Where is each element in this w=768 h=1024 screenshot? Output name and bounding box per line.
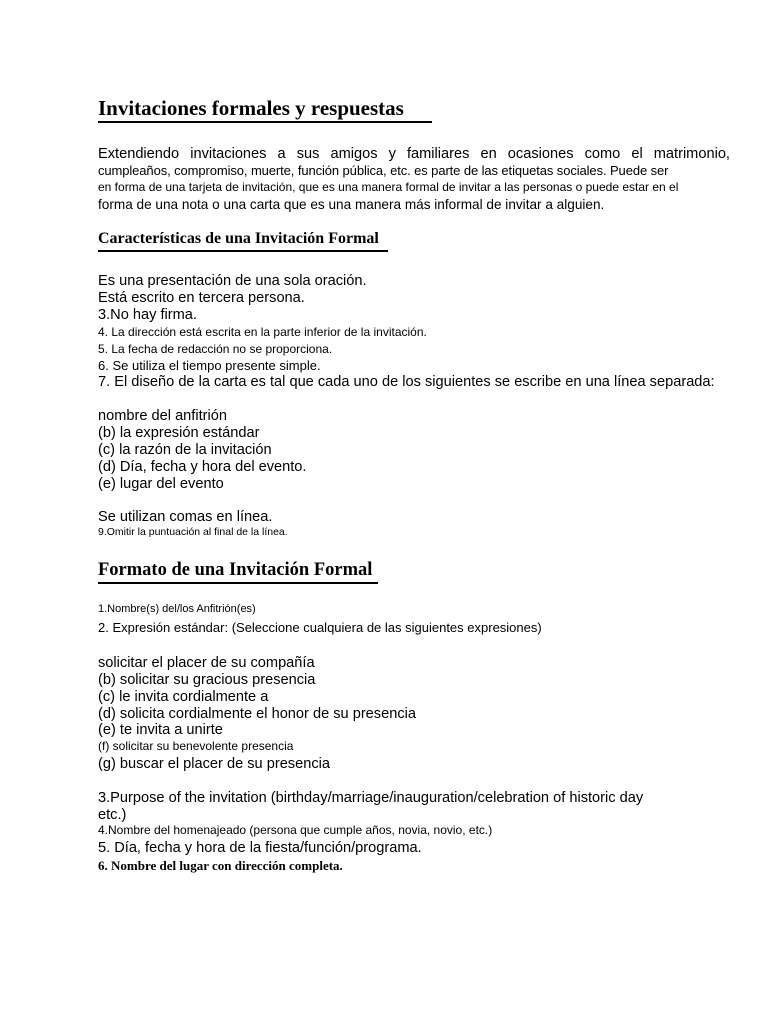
intro-line-4: forma de una nota o una carta que es una manera más informal de invitar a alguien.	[98, 197, 605, 212]
layout-list-item: nombre del anfitrión	[98, 408, 227, 424]
format-heading: Formato de una Invitación Formal	[98, 560, 373, 580]
characteristic-item: 3.No hay firma.	[98, 307, 197, 323]
expression-item: (b) solicitar su gracious presencia	[98, 672, 316, 688]
characteristics-heading: Características de una Invitación Formal	[98, 230, 379, 247]
format-step: 2. Expresión estándar: (Seleccione cualquiera de las siguientes expresiones)	[98, 620, 542, 635]
expression-item: (d) solicita cordialmente el honor de su presencia	[98, 706, 416, 722]
characteristics-underline	[98, 250, 388, 252]
characteristic-item: 4. La dirección está escrita en la parte inferior de la invitación.	[98, 325, 427, 339]
format-step-venue: 6. Nombre del lugar con dirección completa.	[98, 858, 343, 873]
layout-list-item: (e) lugar del evento	[98, 476, 224, 492]
format-underline	[98, 582, 378, 584]
characteristic-item: Está escrito en tercera persona.	[98, 290, 305, 306]
expression-item: solicitar el placer de su compañía	[98, 655, 315, 671]
expression-item: (f) solicitar su benevolente presencia	[98, 739, 294, 753]
page-title: Invitaciones formales y respuestas	[98, 96, 404, 120]
intro-line-2: cumpleaños, compromiso, muerte, función pública, etc. es parte de las etiquetas sociales. Puede ser	[98, 163, 669, 178]
characteristic-after: Se utilizan comas en línea.	[98, 509, 273, 525]
expression-item: (e) te invita a unirte	[98, 722, 223, 738]
characteristic-item: Es una presentación de una sola oración.	[98, 273, 367, 289]
title-underline	[98, 121, 432, 123]
format-step-purpose: 3.Purpose of the invitation (birthday/marriage/inauguration/celebration of historic day	[98, 790, 644, 806]
expression-item: (g) buscar el placer de su presencia	[98, 756, 330, 772]
intro-line-3: en forma de una tarjeta de invitación, que es una manera formal de invitar a las personas o puede estar en el	[98, 180, 679, 194]
characteristic-item: 5. La fecha de redacción no se proporciona.	[98, 342, 333, 356]
characteristic-item: 6. Se utiliza el tiempo presente simple.	[98, 358, 321, 373]
format-step-purpose-cont: etc.)	[98, 807, 127, 823]
layout-list-item: (b) la expresión estándar	[98, 425, 260, 441]
format-step-honoree: 4.Nombre del homenajeado (persona que cumple años, novia, novio, etc.)	[98, 823, 493, 837]
layout-list-item: (c) la razón de la invitación	[98, 442, 272, 458]
intro-line-1: Extendiendo invitaciones a sus amigos y familiares en ocasiones como el matrimonio,	[98, 146, 730, 162]
characteristic-after: 9.Omitir la puntuación al final de la línea.	[98, 526, 288, 538]
layout-list-item: (d) Día, fecha y hora del evento.	[98, 459, 307, 475]
characteristic-item: 7. El diseño de la carta es tal que cada uno de los siguientes se escribe en una línea separada:	[98, 374, 715, 390]
format-step-datetime: 5. Día, fecha y hora de la fiesta/función/programa.	[98, 840, 422, 856]
format-step: 1.Nombre(s) del/los Anfitrión(es)	[98, 603, 256, 615]
expression-item: (c) le invita cordialmente a	[98, 689, 269, 705]
